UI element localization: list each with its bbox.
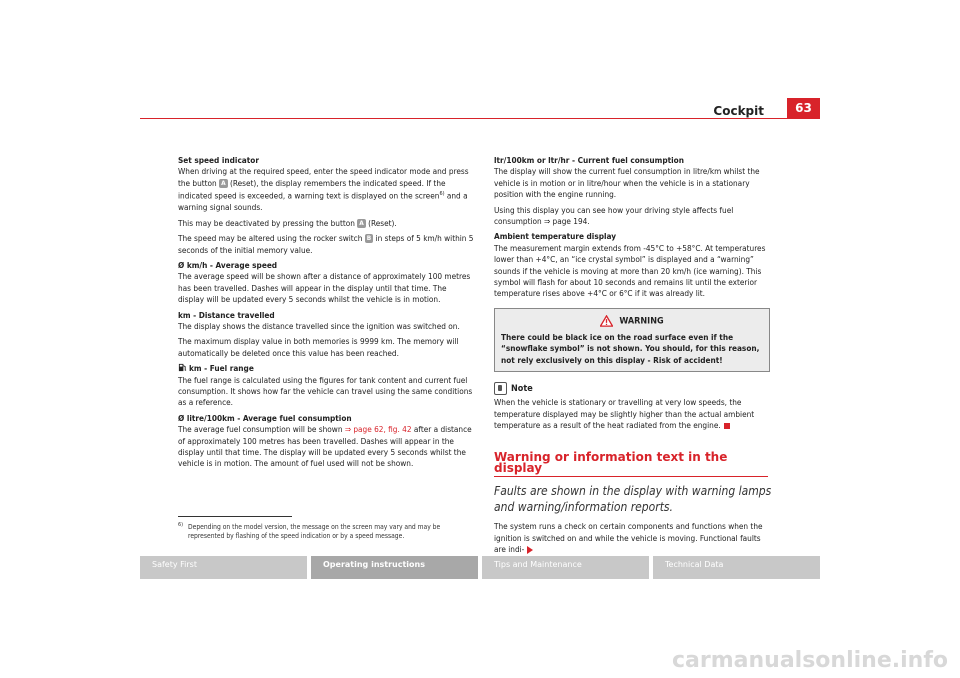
warning-box: [494, 308, 770, 372]
page-number: 63: [787, 98, 820, 119]
button-a-icon: A: [359, 218, 364, 227]
section-text: The system runs a check on certain components and functions when the ignition is switched on and while the vehicle is moving. Functional faults are indi-: [494, 521, 763, 555]
section-title: Warning or information text in the display: [494, 449, 728, 476]
set-speed-paragraph-1: [178, 166, 474, 213]
section-rule: [494, 476, 768, 477]
right-column: [494, 155, 772, 560]
distance-heading: km - Distance travelled: [178, 309, 275, 320]
warning-text: There could be black ice on the road surface even if the “snowflake symbol” is not shown. You should, for this reason, not rely exclusively on this display - Risk of accident!: [501, 331, 760, 365]
set-speed-p3-text-a: The speed may be altered using the rocker switch: [178, 233, 363, 244]
ambient-heading: Ambient temperature display: [494, 231, 617, 242]
footnote: [178, 523, 474, 541]
avg-fuel-heading: Ø litre/100km - Average fuel consumption: [178, 412, 352, 423]
note-title: Note: [511, 384, 533, 394]
fuel-range-paragraph: The fuel range is calculated using the figures for tank content and current fuel consumption. It shows how far the vehicle can travel using the same conditions as a reference.: [178, 374, 473, 408]
button-b-icon: B: [366, 234, 372, 243]
footer-tab-safety-first[interactable]: Safety First: [140, 556, 307, 579]
set-speed-heading: Set speed indicator: [178, 155, 259, 165]
footer-tab-operating-instructions[interactable]: Operating instructions: [311, 556, 478, 579]
warning-title-row: [501, 315, 763, 328]
fuel-range-heading: km - Fuel range: [189, 363, 254, 374]
set-speed-p1-text-b: (Reset), the display remembers the indicated speed. If the indicated speed is exceeded, a warning text is displayed on the screen: [178, 177, 446, 201]
footer-nav: [140, 556, 820, 579]
footnote-ref[interactable]: 6): [439, 191, 445, 198]
watermark: carmanualsonline.info: [672, 648, 948, 673]
avg-fuel-text-a: The average fuel consumption will be shown: [178, 424, 343, 435]
ambient-paragraph: The measurement margin extends from -45°C to +58°C. At temperatures lower than +4°C, an “ice crystal symbol” is displayed and a “warning” sounds if the vehicle is moving at more than 20 km/h (ice warning). This symbol will flash for about 10 seconds and remains lit until the exterior temperature rises above +4°C or 6°C if it was already lit.: [494, 242, 766, 299]
set-speed-p2-text-b: (Reset).: [368, 217, 397, 228]
fuel-pump-icon: [178, 363, 187, 372]
footnote-text: Depending on the model version, the message on the screen may vary and may be represented by flashing of the speed indication or by a speed message.: [188, 523, 441, 540]
note-text: When the vehicle is stationary or travelling at very low speeds, the temperature displayed may be slightly higher than the actual ambient temperature as a result of the heat radiated from the engine.: [494, 397, 755, 431]
continue-arrow-icon: [527, 546, 533, 554]
avg-fuel-text-b: after a distance of approximately 100 metres has been travelled. Dashes will appear in the display until that time. The display will be updated every 5 seconds whilst the vehicle is in motion. The amount of fuel used will not be shown.: [178, 424, 472, 469]
distance-paragraph-2: The maximum display value in both memories is 9999 km. The memory will automatically be deleted once this value has been reached.: [178, 336, 459, 358]
avg-speed-heading: Ø km/h - Average speed: [178, 259, 278, 270]
current-fuel-paragraph-1: The display will show the current fuel consumption in litre/km whilst the vehicle is in motion or in litre/hour when the vehicle is in a stationary position with the engine running.: [494, 166, 760, 200]
set-speed-p1-text-c: and a warning signal sounds.: [178, 190, 468, 213]
note-paragraph: [494, 397, 772, 431]
left-column: [178, 155, 474, 474]
header-rule: [140, 118, 820, 119]
footer-tab-technical-data[interactable]: Technical Data: [653, 556, 820, 579]
note-title-row: [494, 382, 772, 395]
avg-speed-paragraph: The average speed will be shown after a distance of approximately 100 metres has been travelled. Dashes will appear in the display until that time. The display will be updated every 5 seconds whilst the vehicle is in motion.: [178, 271, 471, 305]
note-hand-icon: [494, 382, 507, 395]
end-of-section-icon: [724, 423, 730, 429]
section-paragraph: [494, 521, 772, 555]
current-fuel-paragraph-2: Using this display you can see how your driving style affects fuel consumption ⇒ page 194.: [494, 204, 734, 227]
page-reference-link[interactable]: ⇒ page 62, fig. 42: [344, 424, 412, 435]
set-speed-paragraph-2: [178, 218, 474, 229]
avg-fuel-paragraph: [178, 424, 474, 470]
fuel-range-heading-row: [178, 363, 474, 374]
distance-paragraph-1: The display shows the distance travelled since the ignition was switched on.: [178, 321, 460, 332]
footnote-rule: [178, 516, 292, 517]
section-subtitle: Faults are shown in the display with warning lamps and warning/information reports.: [494, 484, 772, 515]
page-header-title: Cockpit: [713, 104, 764, 118]
set-speed-p1-text-a: When driving at the required speed, enter the speed indicator mode and press the button: [178, 166, 469, 188]
button-a-icon: A: [221, 178, 226, 187]
set-speed-paragraph-3: [178, 233, 474, 256]
warning-title: WARNING: [619, 316, 664, 327]
footer-tab-tips-maintenance[interactable]: Tips and Maintenance: [482, 556, 649, 579]
set-speed-p2-text-a: This may be deactivated by pressing the button: [178, 217, 355, 228]
set-speed-p3-text-b: in steps of 5 km/h within 5 seconds of the initial memory value.: [178, 233, 474, 255]
footnote-number: 6): [178, 522, 184, 528]
warning-triangle-icon: [600, 315, 613, 327]
current-fuel-heading: ltr/100km or ltr/hr - Current fuel consumption: [494, 155, 684, 165]
